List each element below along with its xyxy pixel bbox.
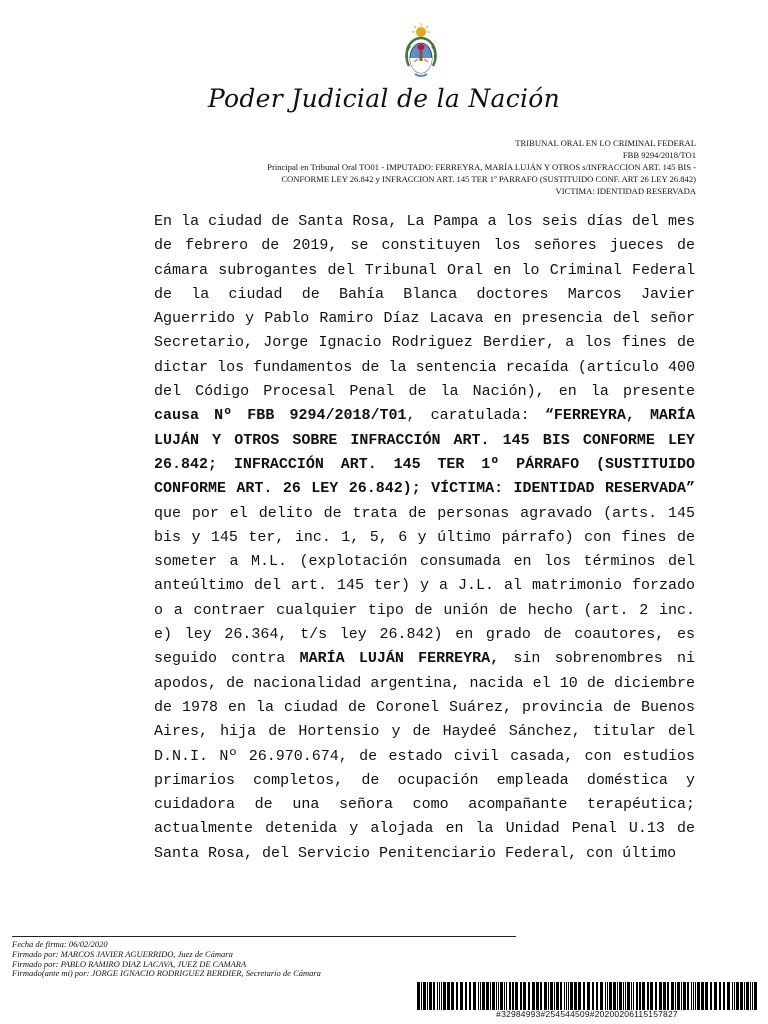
barcode-bar xyxy=(583,982,585,1010)
barcode-bar xyxy=(734,982,735,1010)
barcode-bar xyxy=(740,982,743,1010)
case-number: causa Nº FBB 9294/2018/T01 xyxy=(154,407,407,425)
barcode-bar xyxy=(639,982,641,1010)
barcode-bar xyxy=(701,982,704,1010)
body-segment: En la ciudad de Santa Rosa, La Pampa a los seis días del mes de febrero de 2019, se constituyen los señores jueces de cámara subrogantes del Tribunal Oral en lo Criminal Federal de la ciudad de Bahía Blanca doctores Marcos Javier Aguerrido y Pablo Ramiro Díaz Lacava en presencia del señor Secretario, Jorge Ignacio Rodriguez Berdier, a los fines de dictar los fundamentos de la sentencia recaída (artículo 400 del Código Procesal Penal de la Nación), en la presente xyxy=(154,213,695,401)
barcode-bar xyxy=(564,982,565,1010)
barcode-bar xyxy=(723,982,725,1010)
barcode-bar xyxy=(746,982,749,1010)
barcode-bar xyxy=(714,982,717,1010)
barcode-bar xyxy=(631,982,632,1010)
barcode-bar xyxy=(566,982,567,1010)
barcode-bar xyxy=(617,982,618,1010)
barcode-bar xyxy=(465,982,467,1010)
barcode-bar xyxy=(675,982,676,1010)
defendant-name: MARÍA LUJÁN FERREYRA, xyxy=(299,650,500,668)
barcode-bar xyxy=(671,982,674,1010)
barcode-bar xyxy=(650,982,653,1010)
barcode-bar xyxy=(417,982,420,1010)
barcode-bar xyxy=(613,982,616,1010)
barcode-bar xyxy=(478,982,479,1010)
coat-of-arms-icon xyxy=(401,22,441,84)
body-segment: sin sobrenombres ni apodos, de nacionalidad argentina, nacida el 10 de diciembre de 1978 en la ciudad de Coronel Suárez, provincia de Buenos Aires, hija de Hortensio y de Haydeé Sánchez, titular del D.N.I. Nº 26.970.674, de estado civil casada, con estudios primarios completos, de ocupación empleada doméstica y cuidadora de una señora como acompañante terapéutica; actualmente detenida y alojada en la Unidad Penal U.13 de Santa Rosa, del Servicio Penitenciario Federal, con último xyxy=(154,650,696,862)
barcode-bar xyxy=(506,982,507,1010)
barcode-bar xyxy=(677,982,680,1010)
barcode-bar xyxy=(515,982,518,1010)
barcode-bar xyxy=(647,982,649,1010)
barcode-bar xyxy=(605,982,606,1010)
barcode-bar xyxy=(636,982,638,1010)
barcode-bar xyxy=(695,982,696,1010)
barcode-number: #32984993#254544509#20200206115157827 xyxy=(496,1009,678,1019)
barcode-bar xyxy=(427,982,428,1010)
barcode-bar xyxy=(736,982,739,1010)
barcode-bar xyxy=(512,982,514,1010)
barcode-bar xyxy=(504,982,505,1010)
signature-divider xyxy=(12,936,516,937)
barcode-bar xyxy=(710,982,712,1010)
barcode-bar xyxy=(560,982,562,1010)
barcode-bar xyxy=(500,982,503,1010)
body-segment: , caratulada: xyxy=(406,407,545,425)
barcode-bar xyxy=(655,982,657,1010)
signature-block xyxy=(12,940,321,979)
signature-line: Firmado por: PABLO RAMIRO DIAZ LACAVA, JUEZ DE CAMARA xyxy=(12,958,247,969)
barcode-bar xyxy=(578,982,581,1010)
barcode-bar xyxy=(705,982,708,1010)
barcode-bar xyxy=(473,982,476,1010)
signature-line: Firmado(ante mi) por: JORGE IGNACIO RODRIGUEZ BERDIER, Secretario de Cámara xyxy=(12,968,321,979)
barcode-bar xyxy=(609,982,612,1010)
barcode-bar xyxy=(496,982,497,1010)
barcode-bar xyxy=(754,982,757,1010)
document-body xyxy=(154,210,695,866)
barcode-bar xyxy=(633,982,634,1010)
barcode-bar xyxy=(592,982,594,1010)
barcode-bar xyxy=(523,982,526,1010)
victim-line: VICTIMA: IDENTIDAD RESERVADA xyxy=(555,186,696,196)
barcode-bar xyxy=(486,982,489,1010)
barcode-bar xyxy=(456,982,458,1010)
barcode-bar xyxy=(509,982,511,1010)
barcode-bar xyxy=(619,982,622,1010)
barcode-bar xyxy=(667,982,669,1010)
barcode-bar xyxy=(429,982,432,1010)
barcode-bar xyxy=(568,982,569,1010)
barcode-bar xyxy=(520,982,522,1010)
barcode-bar xyxy=(536,982,539,1010)
signature-line: Firmado por: MARCOS JAVIER AGUERRIDO, Juez de Cámara xyxy=(12,948,233,959)
barcode-bar xyxy=(587,982,590,1010)
barcode-bar xyxy=(607,982,608,1010)
barcode-bar xyxy=(744,982,745,1010)
signature-date: Fecha de firma: 06/02/2020 xyxy=(12,939,108,949)
barcode-bar xyxy=(492,982,495,1010)
barcode-bar xyxy=(752,982,753,1010)
barcode-bar xyxy=(719,982,721,1010)
court-name: TRIBUNAL ORAL EN LO CRIMINAL FEDERAL xyxy=(515,138,696,148)
case-caption: “FERREYRA, MARÍA LUJÁN Y OTROS SOBRE INFRACCIÓN ART. 145 BIS CONFORME LEY 26.842; INFRACCIÓN ART. 145 TER 1º PÁRRAFO (SUSTITUIDO CONFORME ART. 26 LEY 26.842); VÍCTIMA: IDENTIDAD RESERVADA” xyxy=(154,407,695,498)
barcode-bar xyxy=(732,982,733,1010)
barcode-bar xyxy=(451,982,454,1010)
sun-icon xyxy=(412,23,430,37)
barcode-bar xyxy=(528,982,530,1010)
barcode-bar xyxy=(439,982,440,1010)
barcode-bar xyxy=(447,982,450,1010)
barcode-bar xyxy=(596,982,598,1010)
barcode-bar xyxy=(548,982,549,1010)
barcode-bar xyxy=(681,982,682,1010)
barcode-bar xyxy=(540,982,542,1010)
case-header xyxy=(267,137,696,197)
barcode-bar xyxy=(554,982,555,1010)
barcode-bar xyxy=(574,982,577,1010)
barcode-bar xyxy=(423,982,426,1010)
barcode-bar xyxy=(663,982,666,1010)
barcode-bar xyxy=(687,982,689,1010)
barcode-bar xyxy=(443,982,446,1010)
barcode-bar xyxy=(469,982,471,1010)
institution-title: Poder Judicial de la Nación xyxy=(207,84,561,113)
barcode-bar xyxy=(727,982,730,1010)
barcode-bar xyxy=(600,982,603,1010)
barcode-bar xyxy=(642,982,645,1010)
case-title-line-1: Principal en Tribunal Oral TO01 - IMPUTADO: FERREYRA, MARÍA LUJÁN Y OTROS s/INFRACCION ART. 145 BIS - xyxy=(267,162,696,172)
barcode-bar xyxy=(750,982,751,1010)
barcode-bar xyxy=(691,982,692,1010)
barcode-bar xyxy=(570,982,573,1010)
barcode-bar xyxy=(550,982,553,1010)
barcode-bar xyxy=(482,982,485,1010)
barcode-bar xyxy=(441,982,442,1010)
barcode-bar xyxy=(683,982,686,1010)
case-title-line-2: CONFORME LEY 26.842 y INFRACCION ART. 145 TER 1º PARRAFO (SUSTITUIDO CONF. ART 26 LEY 26.842) xyxy=(281,174,696,184)
barcode-bar xyxy=(693,982,694,1010)
barcode-bar xyxy=(437,982,438,1010)
barcode-bar xyxy=(460,982,463,1010)
file-number: FBB 9294/2018/TO1 xyxy=(622,150,696,160)
barcode-bar xyxy=(490,982,491,1010)
barcode-bar xyxy=(623,982,624,1010)
barcode-bar xyxy=(627,982,630,1010)
barcode-bar xyxy=(697,982,700,1010)
barcode-bar xyxy=(498,982,499,1010)
body-segment: que por el delito de trata de personas agravado (arts. 145 bis y 145 ter, inc. 1, 5, 6 y último párrafo) con fines de someter a M.L. (explotación consumada en los términos del anteúltimo del art. 145 ter) y a J.L. al matrimonio forzado o a contraer cualquier tipo de unión de hecho (art. 2 inc. e) ley 26.364, t/s ley 26.842) en grado de coautores, es seguido contra xyxy=(154,504,695,668)
barcode-bar xyxy=(659,982,662,1010)
barcode-bar xyxy=(532,982,535,1010)
barcode-bar xyxy=(544,982,547,1010)
barcode-bar xyxy=(421,982,422,1010)
barcode-bar xyxy=(556,982,559,1010)
barcode-icon xyxy=(417,982,757,1010)
barcode-bar xyxy=(480,982,481,1010)
barcode-bar xyxy=(433,982,435,1010)
barcode-bar xyxy=(625,982,626,1010)
